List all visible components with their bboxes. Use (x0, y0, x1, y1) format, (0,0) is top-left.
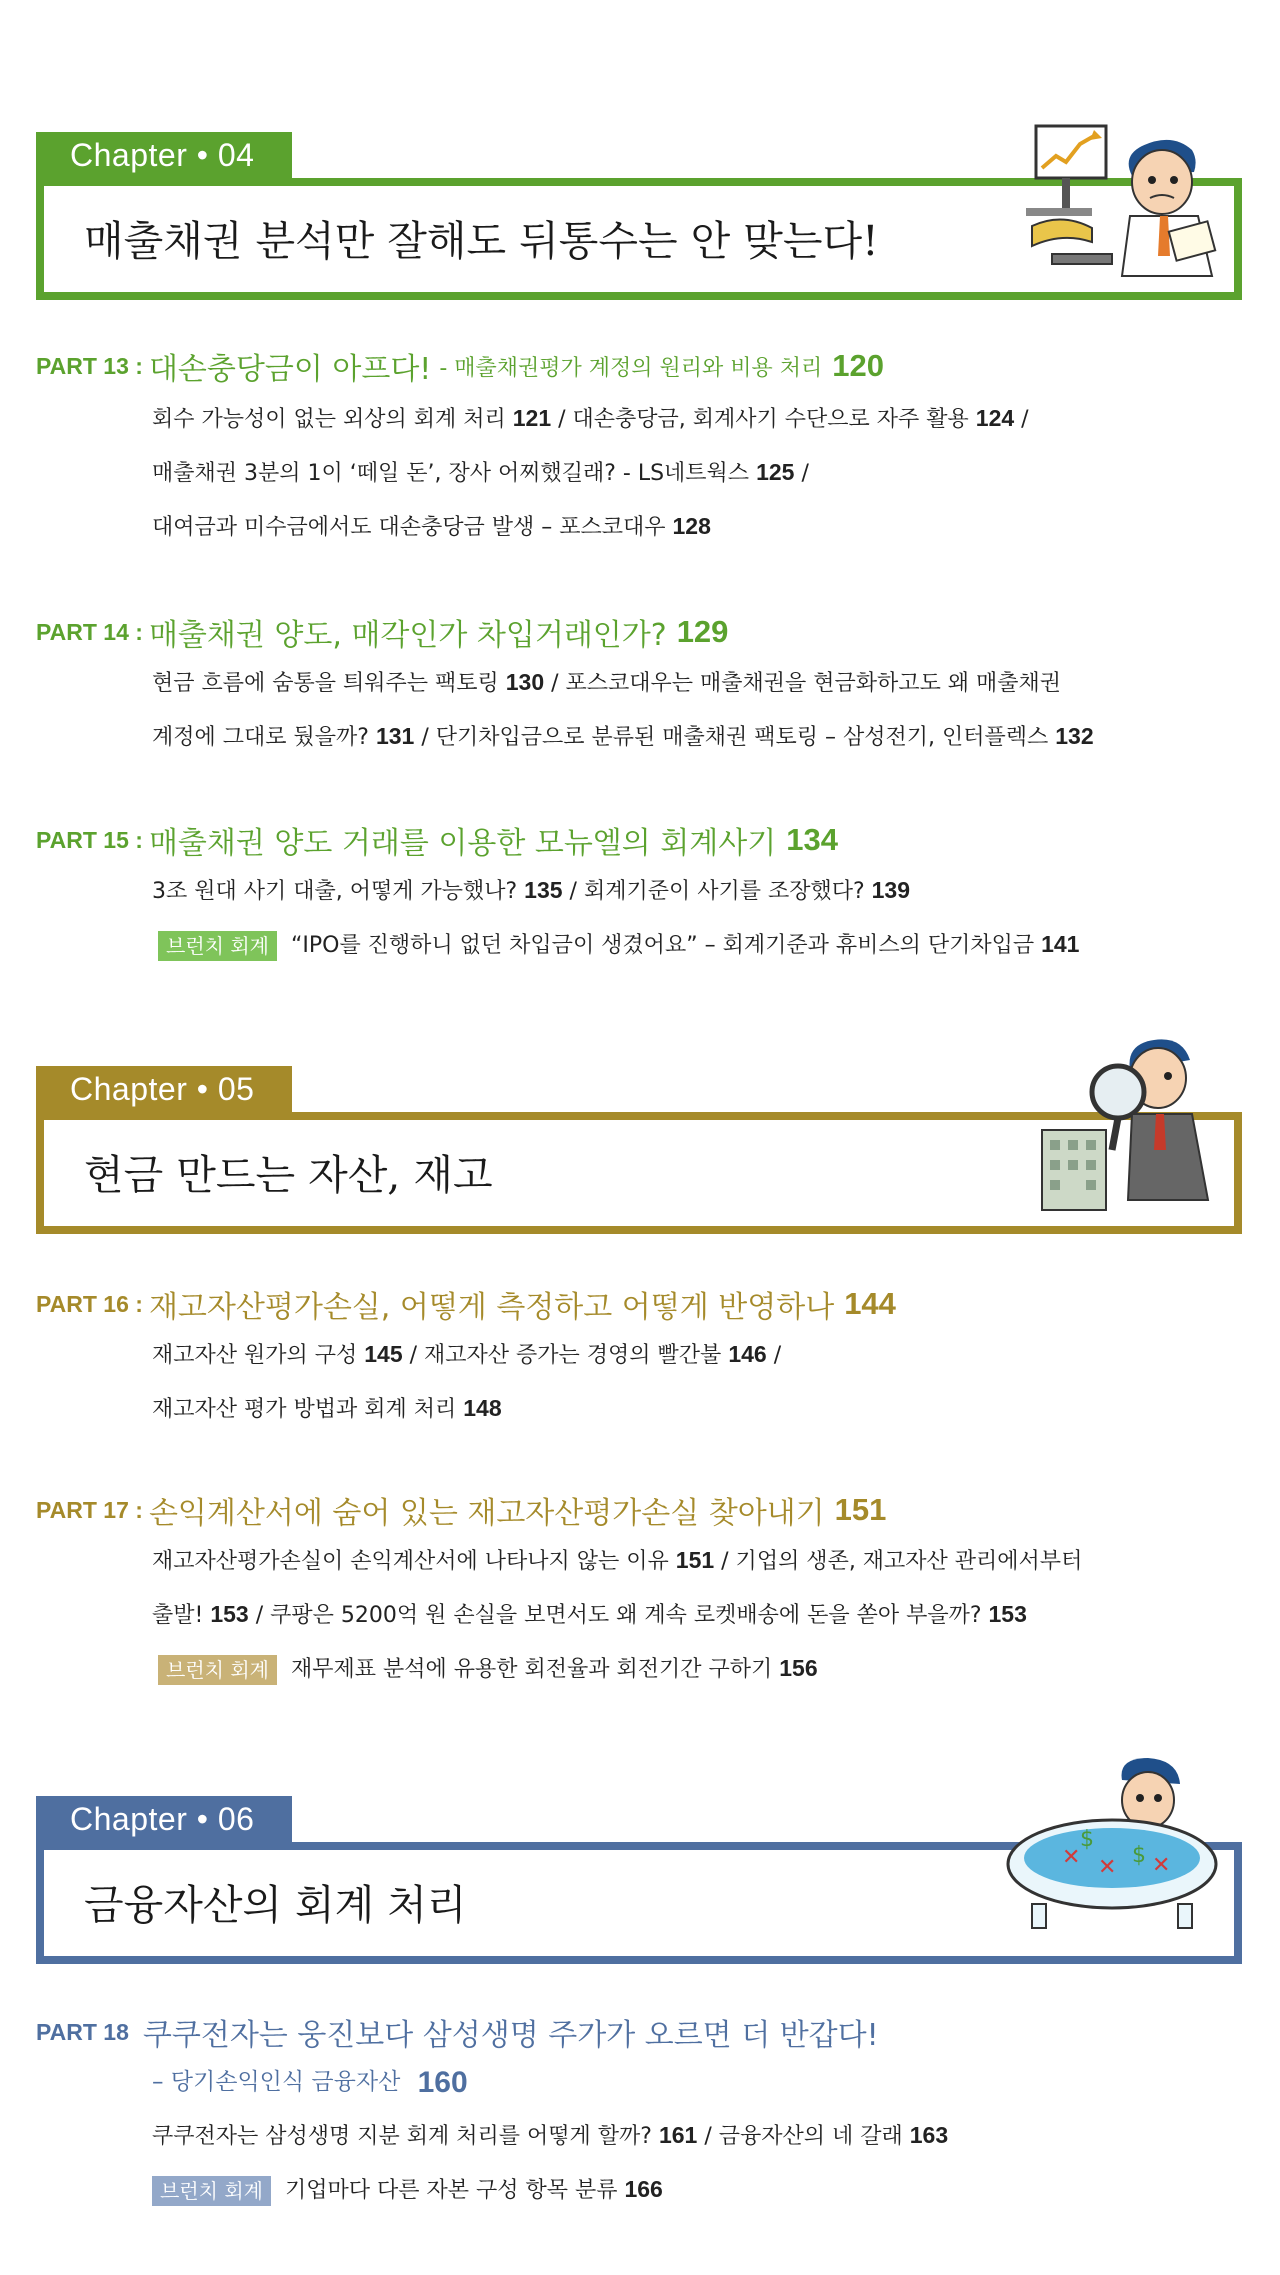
toc-text: “IPO를 진행하니 없던 차입금이 생겼어요” – 회계기준과 휴비스의 단기차입금 (290, 933, 1035, 958)
chapter-tab: Chapter • 06 (36, 1796, 292, 1842)
svg-text:✕: ✕ (1152, 1853, 1171, 1878)
toc-line (152, 500, 1242, 554)
toc-text: 계정에 그대로 뒀을까? (152, 725, 369, 750)
svg-text:$: $ (1080, 1827, 1094, 1852)
toc-text: 현금 흐름에 숨통을 틔워주는 팩토링 (152, 671, 499, 696)
toc-text: 재고자산 평가 방법과 회계 처리 (152, 1397, 457, 1422)
page-number: 141 (1041, 931, 1080, 957)
page-number: 135 (524, 877, 563, 903)
part-16 (36, 1282, 1242, 1436)
toc-line (158, 1642, 1242, 1696)
toc-text: 기업마다 다른 자본 구성 항목 분류 (284, 2177, 618, 2203)
part-title: 재고자산평가손실, 어떻게 측정하고 어떻게 반영하나 (148, 1290, 835, 1325)
chapter-title: 현금 만드는 자산, 재고 (84, 1151, 493, 1199)
toc-line (158, 918, 1242, 972)
part-subtitle: - 매출채권평가 계정의 원리와 비용 처리 (439, 355, 823, 381)
part-18 (36, 2010, 1242, 2217)
page-number: 161 (658, 2121, 698, 2148)
toc-text: / (1021, 407, 1029, 432)
part-label: PART 16 : (36, 1290, 143, 1317)
brunch-badge: 브런치 회계 (158, 931, 277, 961)
part-13 (36, 344, 1242, 554)
part-title: 매출채권 양도, 매각인가 차입거래인가? (148, 618, 667, 653)
part-heading (36, 344, 1242, 390)
detective-character-icon (1022, 1030, 1242, 1220)
svg-text:✕: ✕ (1062, 1845, 1081, 1870)
toc-line (152, 1534, 1242, 1588)
toc-text: / (801, 461, 809, 486)
toc-text: 출발! (152, 1603, 204, 1628)
part-page: 144 (844, 1286, 896, 1321)
page-number: 131 (375, 723, 415, 749)
toc-line (152, 1588, 1242, 1642)
part-subtitle-line (152, 2056, 1242, 2109)
page-number: 151 (675, 1547, 715, 1573)
part-page: 120 (832, 348, 884, 383)
part-17 (36, 1488, 1242, 1696)
toc-line (152, 1382, 1242, 1436)
part-15 (36, 818, 1242, 972)
part-heading (36, 1282, 1242, 1328)
toc-text: 재고자산 원가의 구성 (152, 1343, 358, 1368)
toc-text: / 쿠팡은 5200억 원 손실을 보면서도 왜 계속 로켓배송에 돈을 쏟아 부을까? (255, 1603, 982, 1628)
toc-line (152, 392, 1242, 446)
chapter-title: 금융자산의 회계 처리 (84, 1881, 467, 1929)
toc-text: / 대손충당금, 회계사기 수단으로 자주 활용 (558, 407, 969, 432)
page-number: 130 (505, 669, 545, 695)
chapter-tab: Chapter • 04 (36, 132, 292, 178)
part-14 (36, 610, 1242, 764)
toc-line (152, 446, 1242, 500)
page-number: 156 (779, 1655, 818, 1681)
part-label: PART 14 : (36, 618, 143, 645)
toc-line (152, 2163, 1242, 2217)
part-page: 160 (417, 2065, 468, 2099)
part-title: 쿠쿠전자는 웅진보다 삼성생명 주가가 오르면 더 반갑다! (142, 2018, 879, 2053)
toc-text: 재고자산평가손실이 손익계산서에 나타나지 않는 이유 (152, 1549, 669, 1574)
page-number: 125 (756, 459, 795, 485)
page-number: 124 (975, 405, 1015, 431)
toc-text: 매출채권 3분의 1이 ‘떼일 돈’, 장사 어찌했길래? - LS네트웍스 (152, 461, 750, 486)
toc-line (152, 1328, 1242, 1382)
part-page: 129 (676, 614, 729, 649)
page-number: 166 (624, 2175, 663, 2202)
page-number: 128 (672, 513, 711, 539)
toc-text: 3조 원대 사기 대출, 어떻게 가능했나? (152, 879, 518, 904)
page-number: 163 (909, 2121, 949, 2148)
part-page: 151 (834, 1492, 887, 1527)
toc-text: / 기업의 생존, 재고자산 관리에서부터 (721, 1549, 1083, 1574)
bathtub-character-icon (1002, 1754, 1242, 1944)
toc-text: 재무제표 분석에 유용한 회전율과 회전기간 구하기 (290, 1657, 773, 1682)
part-title: 손익계산서에 숨어 있는 재고자산평가손실 찾아내기 (148, 1496, 825, 1531)
toc-text: – 당기손익인식 금융자산 (152, 2069, 401, 2095)
page-number: 139 (871, 877, 911, 903)
toc-text: 쿠쿠전자는 삼성생명 지분 회계 처리를 어떻게 할까? (152, 2123, 652, 2149)
part-heading (36, 1488, 1242, 1534)
page-number: 148 (463, 1395, 502, 1421)
toc-text: / 재고자산 증가는 경영의 빨간불 (409, 1343, 722, 1368)
toc-text: 대여금과 미수금에서도 대손충당금 발생 – 포스코대우 (152, 515, 666, 540)
page-number: 132 (1055, 723, 1094, 749)
part-label: PART 17 : (36, 1496, 143, 1523)
chapter-tab: Chapter • 05 (36, 1066, 292, 1112)
brunch-badge: 브런치 회계 (152, 2176, 271, 2206)
toc-text: / 단기차입금으로 분류된 매출채권 팩토링 – 삼성전기, 인터플렉스 (421, 725, 1049, 750)
part-label: PART 18 (36, 2018, 129, 2045)
part-heading (36, 610, 1242, 656)
toc-line (152, 2109, 1242, 2163)
part-label: PART 15 : (36, 826, 143, 853)
toc-text: / 포스코대우는 매출채권을 현금화하고도 왜 매출채권 (551, 671, 1062, 696)
toc-text: / 금융자산의 네 갈래 (704, 2123, 903, 2149)
svg-text:✕: ✕ (1098, 1855, 1117, 1880)
toc-text: / 회계기준이 사기를 조장했다? (569, 879, 865, 904)
part-heading (36, 2010, 1242, 2056)
part-label: PART 13 : (36, 352, 143, 379)
page-number: 146 (728, 1341, 767, 1367)
part-title: 매출채권 양도 거래를 이용한 모뉴엘의 회계사기 (148, 826, 777, 861)
analyst-character-icon (1022, 116, 1242, 286)
toc-line (152, 864, 1242, 918)
toc-text: / (773, 1343, 782, 1368)
page-number: 153 (988, 1601, 1027, 1627)
svg-text:$: $ (1132, 1843, 1146, 1868)
page-number: 145 (364, 1341, 403, 1367)
brunch-badge: 브런치 회계 (158, 1655, 277, 1685)
part-page: 134 (786, 822, 838, 857)
toc-line (152, 656, 1242, 710)
part-title: 대손충당금이 아프다! (148, 352, 432, 387)
toc-text: 회수 가능성이 없는 외상의 회계 처리 (152, 407, 506, 432)
chapter-title: 매출채권 분석만 잘해도 뒤통수는 안 맞는다! (84, 217, 879, 265)
page-number: 121 (512, 405, 552, 431)
toc-line (152, 710, 1242, 764)
part-heading (36, 818, 1242, 864)
page-number: 153 (210, 1601, 249, 1627)
